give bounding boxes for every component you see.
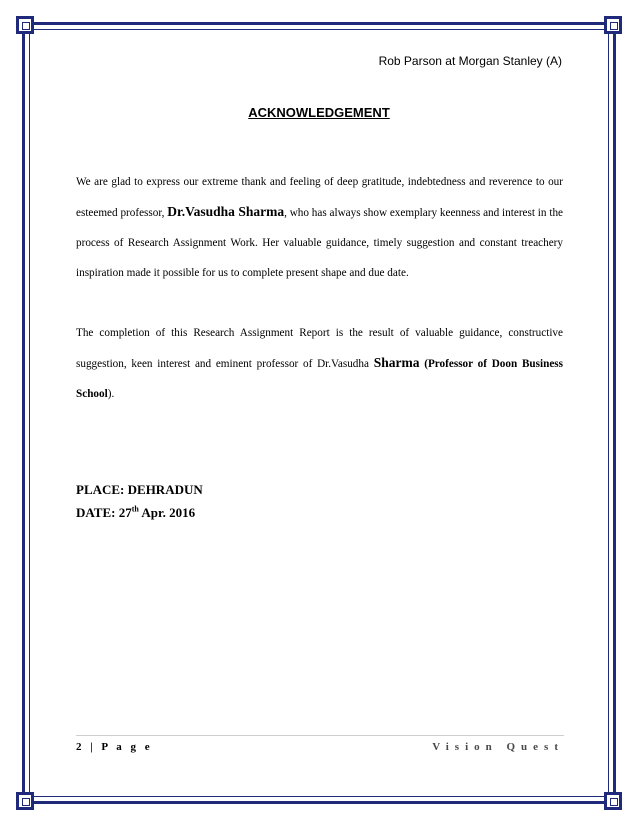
signature-date bbox=[76, 505, 195, 521]
date-day: DATE: 27 bbox=[76, 505, 132, 520]
corner-ornament-top-right bbox=[604, 16, 622, 34]
footer-brand: Vision Quest bbox=[432, 741, 564, 753]
footer-divider bbox=[76, 735, 564, 736]
paragraph-text: , who has always show exemplary keenness and interest in the process of Research Assignment Work. Her valuable guidance, timely suggestion and constant treachery inspiration made it possible for us to complete present shape and due date. bbox=[76, 207, 564, 279]
corner-ornament-top-left bbox=[16, 16, 34, 34]
professor-surname: Sharma bbox=[373, 355, 420, 370]
paragraph-completion bbox=[76, 318, 563, 409]
signature-place: PLACE: DEHRADUN bbox=[76, 482, 203, 497]
professor-affiliation: (Professor of Doon Business School bbox=[76, 358, 563, 400]
paragraph-text: ). bbox=[107, 388, 115, 400]
corner-ornament-bottom-left bbox=[16, 792, 34, 810]
paragraph-text: The completion of this Research Assignment Report is the result of valuable guidance, constructive suggestion, keen interest and eminent professor of Dr.Vasudha bbox=[76, 327, 563, 370]
professor-name: Dr.Vasudha Sharma bbox=[167, 204, 285, 219]
corner-ornament-bottom-right bbox=[604, 792, 622, 810]
paragraph-gratitude bbox=[76, 167, 563, 288]
date-month-year: Apr. 2016 bbox=[138, 505, 196, 520]
page-border-inner bbox=[29, 29, 609, 797]
date-ordinal: th bbox=[131, 504, 139, 514]
paragraph-text: We are glad to express our extreme thank and feeling of deep gratitude, indebtedness and reverence to our esteemed professor, bbox=[76, 176, 563, 219]
page-number: 2 | P a g e bbox=[76, 741, 153, 753]
running-header: Rob Parson at Morgan Stanley (A) bbox=[378, 54, 562, 68]
page-title: ACKNOWLEDGEMENT bbox=[248, 105, 390, 120]
